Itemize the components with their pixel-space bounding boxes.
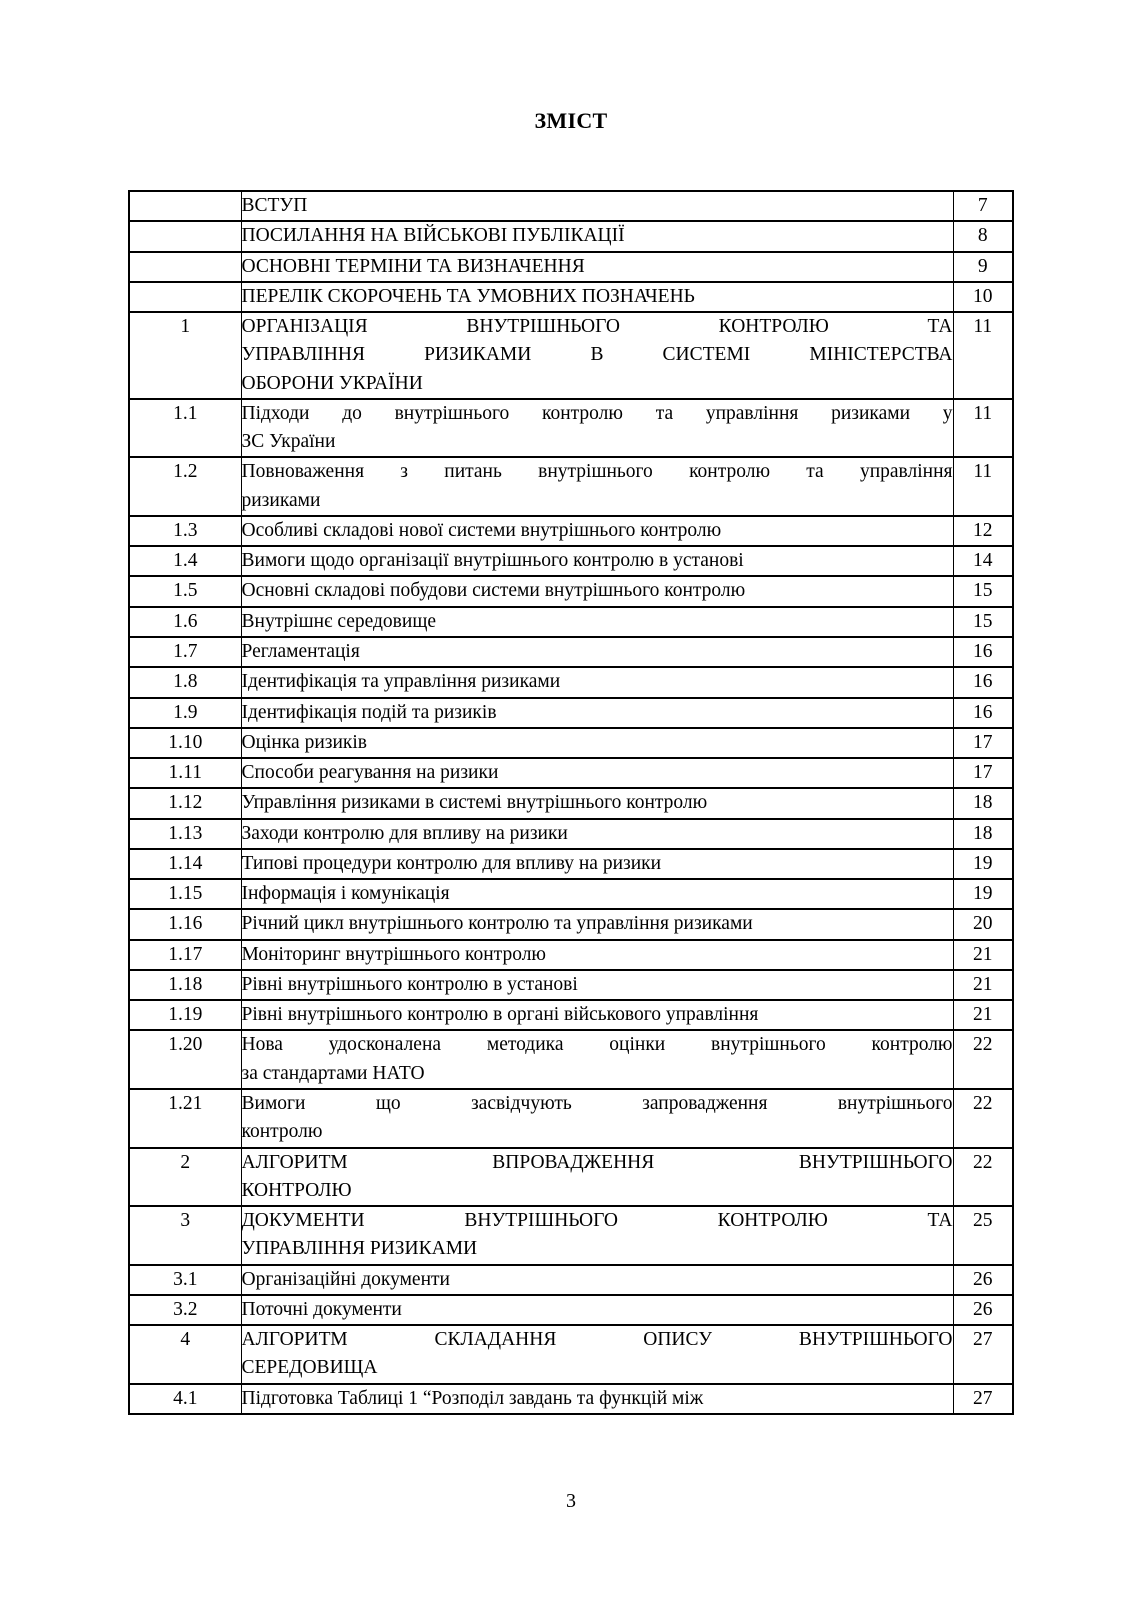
toc-page-number: 20	[953, 909, 1013, 939]
table-row	[129, 1089, 1013, 1148]
toc-table	[128, 190, 1014, 1415]
toc-entry-title[interactable]	[241, 1030, 953, 1089]
toc-entry-title[interactable]	[241, 1206, 953, 1265]
toc-table-body	[129, 191, 1013, 1414]
toc-entry-title-line: Підходи до внутрішнього контролю та управління ризиками у	[241, 402, 953, 424]
toc-section-number: 1.1	[129, 399, 241, 458]
toc-entry-title-line: СЕРЕДОВИЩА	[241, 1357, 378, 1379]
toc-page-number: 25	[953, 1206, 1013, 1265]
toc-section-number: 1.18	[129, 970, 241, 1000]
table-row	[129, 1384, 1013, 1414]
toc-section-number: 1.5	[129, 576, 241, 606]
toc-page-number: 27	[953, 1384, 1013, 1414]
table-row	[129, 909, 1013, 939]
toc-section-number: 1.16	[129, 909, 241, 939]
toc-section-number: 1.20	[129, 1030, 241, 1089]
toc-entry-title[interactable]: Управління ризиками в системі внутрішнього контролю	[241, 788, 953, 818]
table-row	[129, 819, 1013, 849]
toc-entry-title[interactable]: Поточні документи	[241, 1295, 953, 1325]
toc-page-number: 11	[953, 399, 1013, 458]
toc-entry-title[interactable]	[241, 457, 953, 516]
toc-section-number: 1.8	[129, 667, 241, 697]
toc-section-number: 1.15	[129, 879, 241, 909]
page-title: ЗМІСТ	[534, 108, 608, 133]
toc-entry-title-line: ризиками	[241, 489, 321, 511]
toc-page-number: 15	[953, 607, 1013, 637]
toc-page-number: 16	[953, 637, 1013, 667]
table-row	[129, 1295, 1013, 1325]
toc-entry-title[interactable]: Регламентація	[241, 637, 953, 667]
toc-page-number: 19	[953, 879, 1013, 909]
toc-page-number: 27	[953, 1325, 1013, 1384]
toc-section-number	[129, 191, 241, 221]
table-row	[129, 399, 1013, 458]
toc-entry-title-line: ЗС України	[241, 431, 336, 453]
toc-page-number: 17	[953, 758, 1013, 788]
toc-entry-title[interactable]: Рівні внутрішнього контролю в органі військового управління	[241, 1000, 953, 1030]
toc-entry-title[interactable]: Особливі складові нової системи внутрішнього контролю	[241, 516, 953, 546]
toc-page-number: 9	[953, 252, 1013, 282]
toc-entry-title[interactable]: Заходи контролю для впливу на ризики	[241, 819, 953, 849]
toc-section-number: 1	[129, 312, 241, 399]
toc-page-number: 11	[953, 457, 1013, 516]
table-row	[129, 1265, 1013, 1295]
toc-entry-title[interactable]: ОСНОВНІ ТЕРМІНИ ТА ВИЗНАЧЕННЯ	[241, 252, 953, 282]
toc-entry-title[interactable]	[241, 1089, 953, 1148]
toc-page-number: 10	[953, 282, 1013, 312]
toc-section-number: 1.14	[129, 849, 241, 879]
toc-page-number: 26	[953, 1295, 1013, 1325]
toc-entry-title[interactable]: Рівні внутрішнього контролю в установі	[241, 970, 953, 1000]
toc-entry-title[interactable]: Оцінка ризиків	[241, 728, 953, 758]
toc-page-number: 18	[953, 788, 1013, 818]
toc-page-number: 16	[953, 698, 1013, 728]
toc-entry-title[interactable]: Річний цикл внутрішнього контролю та управління ризиками	[241, 909, 953, 939]
toc-entry-title[interactable]: Моніторинг внутрішнього контролю	[241, 940, 953, 970]
table-row	[129, 607, 1013, 637]
toc-section-number: 1.7	[129, 637, 241, 667]
toc-section-number: 3	[129, 1206, 241, 1265]
toc-entry-title-line: АЛГОРИТМ ВПРОВАДЖЕННЯ ВНУТРІШНЬОГО	[241, 1151, 953, 1173]
toc-entry-title-line: Нова удосконалена методика оцінки внутрішнього контролю	[241, 1034, 953, 1056]
toc-entry-title[interactable]: ВСТУП	[241, 191, 953, 221]
toc-page-number: 21	[953, 970, 1013, 1000]
toc-section-number: 1.2	[129, 457, 241, 516]
toc-section-number: 1.21	[129, 1089, 241, 1148]
toc-entry-title-line: УПРАВЛІННЯ РИЗИКАМИ В СИСТЕМІ МІНІСТЕРСТВА	[241, 344, 953, 366]
toc-entry-title[interactable]: Способи реагування на ризики	[241, 758, 953, 788]
toc-section-number: 1.9	[129, 698, 241, 728]
toc-entry-title-line: КОНТРОЛЮ	[241, 1179, 352, 1201]
toc-entry-title[interactable]: Підготовка Таблиці 1 “Розподіл завдань та функцій між	[241, 1384, 953, 1414]
table-row	[129, 282, 1013, 312]
table-row	[129, 698, 1013, 728]
table-row	[129, 879, 1013, 909]
table-row	[129, 1325, 1013, 1384]
toc-entry-title-line: контролю	[241, 1121, 323, 1143]
toc-entry-title[interactable]	[241, 1148, 953, 1207]
table-row	[129, 940, 1013, 970]
table-row	[129, 758, 1013, 788]
toc-section-number: 3.2	[129, 1295, 241, 1325]
toc-page-number: 14	[953, 546, 1013, 576]
table-of-contents	[128, 190, 1012, 1415]
table-row	[129, 849, 1013, 879]
toc-section-number	[129, 282, 241, 312]
toc-entry-title[interactable]: Організаційні документи	[241, 1265, 953, 1295]
table-row	[129, 1206, 1013, 1265]
toc-page-number: 11	[953, 312, 1013, 399]
toc-page-number: 19	[953, 849, 1013, 879]
toc-page-number: 22	[953, 1148, 1013, 1207]
toc-page-number: 15	[953, 576, 1013, 606]
toc-entry-title-line: ОРГАНІЗАЦІЯ ВНУТРІШНЬОГО КОНТРОЛЮ ТА	[241, 316, 953, 338]
table-row	[129, 1000, 1013, 1030]
table-row	[129, 1148, 1013, 1207]
toc-section-number	[129, 221, 241, 251]
toc-entry-title[interactable]	[241, 312, 953, 399]
toc-section-number: 1.17	[129, 940, 241, 970]
toc-section-number: 1.12	[129, 788, 241, 818]
toc-page-number: 21	[953, 1000, 1013, 1030]
toc-entry-title[interactable]: Типові процедури контролю для впливу на ризики	[241, 849, 953, 879]
table-row	[129, 191, 1013, 221]
toc-page-number: 7	[953, 191, 1013, 221]
toc-entry-title-line: Повноваження з питань внутрішнього контролю та управління	[241, 461, 953, 483]
toc-section-number: 2	[129, 1148, 241, 1207]
toc-section-number: 1.13	[129, 819, 241, 849]
toc-page-number: 26	[953, 1265, 1013, 1295]
toc-entry-title[interactable]: Ідентифікація та управління ризиками	[241, 667, 953, 697]
toc-entry-title[interactable]: Інформація і комунікація	[241, 879, 953, 909]
toc-page-number: 18	[953, 819, 1013, 849]
table-row	[129, 1030, 1013, 1089]
toc-section-number: 1.19	[129, 1000, 241, 1030]
toc-page-number: 17	[953, 728, 1013, 758]
toc-entry-title-line: ОБОРОНИ УКРАЇНИ	[241, 372, 423, 394]
table-row	[129, 252, 1013, 282]
toc-entry-title[interactable]: ПОСИЛАННЯ НА ВІЙСЬКОВІ ПУБЛІКАЦІЇ	[241, 221, 953, 251]
table-row	[129, 667, 1013, 697]
toc-page-number: 16	[953, 667, 1013, 697]
toc-section-number: 1.3	[129, 516, 241, 546]
toc-entry-title[interactable]: Вимоги щодо організації внутрішнього контролю в установі	[241, 546, 953, 576]
toc-entry-title[interactable]: Внутрішнє середовище	[241, 607, 953, 637]
table-row	[129, 312, 1013, 399]
toc-section-number	[129, 252, 241, 282]
table-row	[129, 970, 1013, 1000]
toc-section-number: 1.10	[129, 728, 241, 758]
toc-section-number: 1.4	[129, 546, 241, 576]
toc-entry-title[interactable]	[241, 1325, 953, 1384]
toc-entry-title[interactable]: ПЕРЕЛІК СКОРОЧЕНЬ ТА УМОВНИХ ПОЗНАЧЕНЬ	[241, 282, 953, 312]
table-row	[129, 788, 1013, 818]
toc-entry-title-line: АЛГОРИТМ СКЛАДАННЯ ОПИСУ ВНУТРІШНЬОГО	[241, 1329, 953, 1351]
toc-page-number: 21	[953, 940, 1013, 970]
toc-section-number: 4	[129, 1325, 241, 1384]
toc-page-number: 8	[953, 221, 1013, 251]
toc-section-number: 3.1	[129, 1265, 241, 1295]
table-row	[129, 728, 1013, 758]
toc-entry-title[interactable]: Ідентифікація подій та ризиків	[241, 698, 953, 728]
toc-page-number: 22	[953, 1030, 1013, 1089]
toc-entry-title-line: Вимоги що засвідчують запровадження внутрішнього	[241, 1092, 953, 1114]
toc-page-number: 12	[953, 516, 1013, 546]
table-row	[129, 516, 1013, 546]
toc-entry-title[interactable]	[241, 399, 953, 458]
table-row	[129, 457, 1013, 516]
toc-entry-title-line: ДОКУМЕНТИ ВНУТРІШНЬОГО КОНТРОЛЮ ТА	[241, 1210, 953, 1232]
table-row	[129, 576, 1013, 606]
table-row	[129, 637, 1013, 667]
footer-page-number: 3	[566, 1490, 576, 1512]
toc-entry-title[interactable]: Основні складові побудови системи внутрішнього контролю	[241, 576, 953, 606]
toc-section-number: 1.11	[129, 758, 241, 788]
toc-entry-title-line: УПРАВЛІННЯ РИЗИКАМИ	[241, 1238, 478, 1260]
toc-section-number: 4.1	[129, 1384, 241, 1414]
toc-page-number: 22	[953, 1089, 1013, 1148]
table-row	[129, 546, 1013, 576]
table-row	[129, 221, 1013, 251]
toc-entry-title-line: за стандартами НАТО	[241, 1062, 425, 1084]
toc-section-number: 1.6	[129, 607, 241, 637]
